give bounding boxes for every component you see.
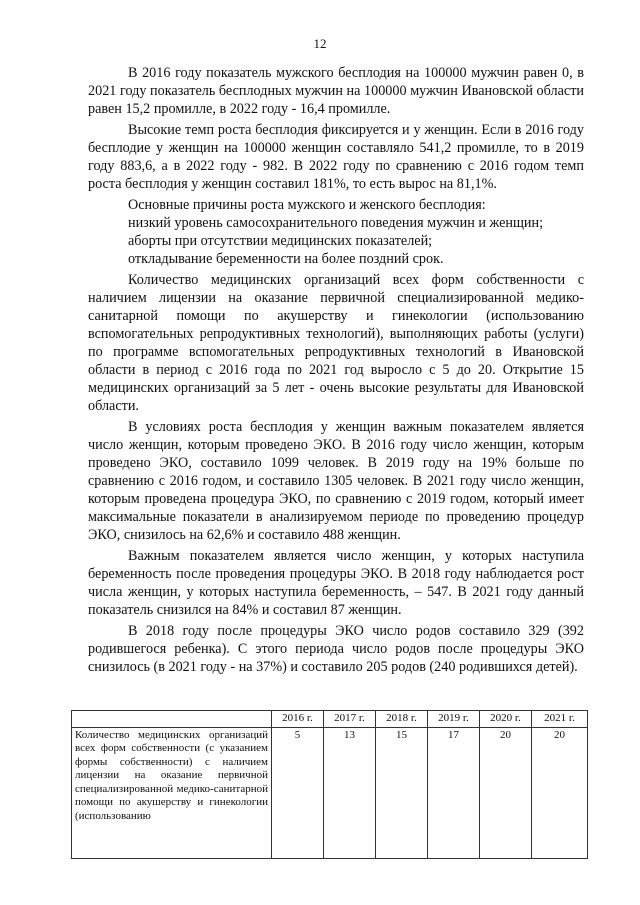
table-row-label: Количество медицинских организаций всех форм собственности (с указанием формы собственности) с наличием лицензии на оказание первичной специализированной медико-санитарной помощи по акушерству и гинекологии (использованию [72,727,272,858]
list-item: откладывание беременности на более поздний срок. [128,251,444,267]
table-header-cell: 2019 г. [428,711,480,728]
table-cell: 13 [324,727,376,858]
table-cell: 20 [532,727,588,858]
table-cell: 17 [428,727,480,858]
table-cell: 15 [376,727,428,858]
paragraph: В 2016 году показатель мужского бесплодия на 100000 мужчин равен 0, в 2021 году показатель бесплодных мужчин на 100000 мужчин Ивановской области равен 15,2 промилле, в 2022 году - 16,4 промилле. [88,65,584,117]
list-item: аборты при отсутствии медицинских показателей; [128,233,433,249]
list-item: низкий уровень самосохранительного поведения мужчин и женщин; [128,215,544,231]
table-header-cell [72,711,272,728]
table-cell: 20 [480,727,532,858]
paragraph: Важным показателем является число женщин, у которых наступила беременность после проведения процедуры ЭКО. В 2018 году наблюдается рост числа женщин, у которых наступила беременность, – 547. В 2021 году данный показатель снизился на 84% и составил 87 женщин. [88,548,584,618]
body-text [88,64,584,676]
table-header-cell: 2016 г. [272,711,324,728]
table-header-cell: 2018 г. [376,711,428,728]
statistics-table [71,710,588,859]
paragraph: Количество медицинских организаций всех форм собственности с наличием лицензии на оказание первичной специализированной медико-санитарной помощи по акушерству и гинекологии (использованию вспомогательных репродуктивных технологий), выполняющих работы (услуги) по программе вспомогательных репродуктивных технологий в Ивановской области в период с 2016 года по 2021 год выросло с 5 до 20. Открытие 15 медицинских организаций за 5 лет - очень высокие результаты для Ивановской области. [88,272,584,414]
table-header-cell: 2017 г. [324,711,376,728]
paragraph: В 2018 году после процедуры ЭКО число родов составило 329 (392 родившегося ребенка). С этого периода число родов после процедуры ЭКО снизилось (в 2021 году - на 37%) и составило 205 родов (240 родившихся детей). [88,623,584,675]
page-number: 12 [313,36,327,51]
paragraph: Высокие темп роста бесплодия фиксируется и у женщин. Если в 2016 году бесплодие у женщин на 100000 женщин составляло 541,2 промилле, то в 2019 году 883,6, а в 2022 году - 982. В 2022 году по сравнению с 2016 годом темп роста бесплодия у женщин составил 181%, то есть вырос на 81,1%. [88,122,584,192]
table-header-cell: 2020 г. [480,711,532,728]
paragraph: Основные причины роста мужского и женского бесплодия: [128,197,486,213]
table-cell: 5 [272,727,324,858]
table-row [72,727,588,858]
paragraph: В условиях роста бесплодия у женщин важным показателем является число женщин, которым проведено ЭКО. В 2016 году число женщин, которым проведено ЭКО, составило 1099 человек. В 2019 году на 19% больше по сравнению с 2016 годом, и составило 1305 человек. В 2021 году число женщин, которым проведена процедура ЭКО, по сравнению с 2019 годом, который имеет максимальные показатели в анализируемом периоде по проведению процедур ЭКО, снизилось на 62,6% и составило 488 женщин. [88,419,584,543]
table-header-row [72,711,588,728]
table-header-cell: 2021 г. [532,711,588,728]
